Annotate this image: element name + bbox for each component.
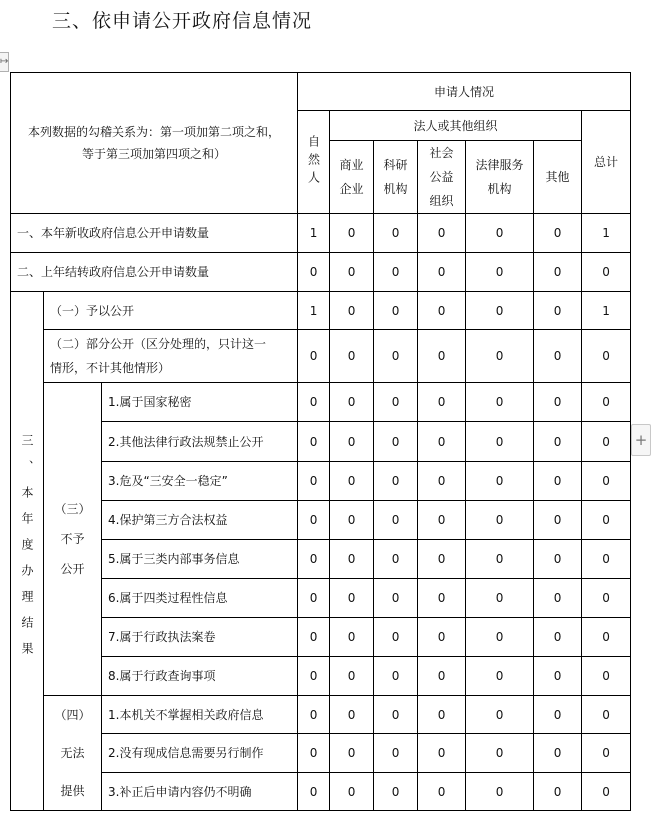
cell-value: 0 xyxy=(298,330,330,383)
cell-value: 0 xyxy=(374,462,418,501)
cell-value: 0 xyxy=(418,422,466,462)
cell-value: 0 xyxy=(534,734,582,773)
cell-value: 0 xyxy=(534,696,582,734)
group3-label: （三） 不予 公开 xyxy=(44,383,102,696)
cell-value: 0 xyxy=(298,253,330,292)
group4-label: （四） 无法 提供 xyxy=(44,696,102,811)
cell-value: 0 xyxy=(330,618,374,657)
add-column-icon[interactable]: + xyxy=(631,424,651,456)
cell-value: 0 xyxy=(534,540,582,579)
row-label: 1.本机关不掌握相关政府信息 xyxy=(102,696,298,734)
cell-value: 0 xyxy=(582,773,631,811)
row-label: 2.没有现成信息需要另行制作 xyxy=(102,734,298,773)
cell-value: 0 xyxy=(330,734,374,773)
cell-value: 0 xyxy=(466,696,534,734)
cell-value: 0 xyxy=(330,383,374,422)
cell-value: 0 xyxy=(298,462,330,501)
cell-value: 0 xyxy=(330,501,374,540)
cell-value: 0 xyxy=(534,462,582,501)
row-label: 8.属于行政查询事项 xyxy=(102,657,298,696)
cell-value: 0 xyxy=(466,253,534,292)
cell-value: 0 xyxy=(466,734,534,773)
header-other: 其他 xyxy=(534,141,582,214)
row-label: 6.属于四类过程性信息 xyxy=(102,579,298,618)
cell-value: 0 xyxy=(582,618,631,657)
cell-value: 0 xyxy=(374,214,418,253)
cell-value: 0 xyxy=(466,462,534,501)
cell-value: 0 xyxy=(374,540,418,579)
cell-value: 0 xyxy=(466,579,534,618)
row-label: （二）部分公开（区分处理的，只计这一 情形，不计其他情形） xyxy=(44,330,298,383)
cell-value: 1 xyxy=(298,292,330,330)
cell-value: 0 xyxy=(330,773,374,811)
table-row xyxy=(11,422,631,462)
cell-value: 0 xyxy=(374,579,418,618)
cell-value: 0 xyxy=(418,253,466,292)
cell-value: 0 xyxy=(582,462,631,501)
cell-value: 0 xyxy=(466,330,534,383)
cell-value: 0 xyxy=(534,618,582,657)
cell-value: 0 xyxy=(534,422,582,462)
row-label: 二、上年结转政府信息公开申请数量 xyxy=(11,253,298,292)
table-row xyxy=(11,618,631,657)
cell-value: 0 xyxy=(534,253,582,292)
cell-value: 0 xyxy=(298,773,330,811)
header-research: 科研机构 xyxy=(374,141,418,214)
cell-value: 0 xyxy=(330,214,374,253)
cell-value: 0 xyxy=(534,383,582,422)
cell-value: 0 xyxy=(534,773,582,811)
cell-value: 0 xyxy=(418,330,466,383)
row-label: 3.危及“三安全一稳定” xyxy=(102,462,298,501)
table-row xyxy=(11,253,631,292)
section-heading: 三、依申请公开政府信息情况 xyxy=(52,10,313,32)
disclosure-table xyxy=(10,72,631,811)
cell-value: 0 xyxy=(330,292,374,330)
table-row xyxy=(11,540,631,579)
header-total: 总计 xyxy=(582,111,631,214)
table-row xyxy=(11,579,631,618)
table-row xyxy=(11,696,631,734)
section3-label: 三、本年度办理结果 xyxy=(11,292,44,811)
table-row xyxy=(11,383,631,422)
cell-value: 0 xyxy=(298,501,330,540)
cell-value: 0 xyxy=(534,579,582,618)
collapse-left-icon[interactable]: ↦ xyxy=(0,52,9,72)
cell-value: 0 xyxy=(582,253,631,292)
cell-value: 0 xyxy=(418,383,466,422)
row-label: 1.属于国家秘密 xyxy=(102,383,298,422)
cell-value: 0 xyxy=(418,773,466,811)
cell-value: 0 xyxy=(298,422,330,462)
table-row xyxy=(11,214,631,253)
cell-value: 0 xyxy=(298,383,330,422)
row-label: 2.其他法律行政法规禁止公开 xyxy=(102,422,298,462)
table-row xyxy=(11,330,631,383)
cell-value: 0 xyxy=(298,696,330,734)
table-row xyxy=(11,462,631,501)
cell-value: 0 xyxy=(330,540,374,579)
cell-value: 0 xyxy=(466,501,534,540)
cell-value: 0 xyxy=(374,657,418,696)
table-row xyxy=(11,734,631,773)
header-business: 商业企业 xyxy=(330,141,374,214)
row-label: 7.属于行政执法案卷 xyxy=(102,618,298,657)
cell-value: 0 xyxy=(374,618,418,657)
cell-value: 0 xyxy=(466,773,534,811)
cell-value: 0 xyxy=(466,618,534,657)
cell-value: 0 xyxy=(582,696,631,734)
cell-value: 0 xyxy=(582,422,631,462)
cell-value: 0 xyxy=(374,330,418,383)
cell-value: 0 xyxy=(466,214,534,253)
cell-value: 0 xyxy=(374,734,418,773)
row-label: 5.属于三类内部事务信息 xyxy=(102,540,298,579)
table-row xyxy=(11,657,631,696)
header-legal-group: 法人或其他组织 xyxy=(330,111,582,141)
cell-value: 0 xyxy=(298,734,330,773)
cell-value: 0 xyxy=(582,540,631,579)
cell-value: 0 xyxy=(418,579,466,618)
cell-value: 0 xyxy=(374,422,418,462)
cell-value: 0 xyxy=(466,292,534,330)
cell-value: 1 xyxy=(582,214,631,253)
cell-value: 0 xyxy=(534,214,582,253)
header-legal-service: 法律服务机构 xyxy=(466,141,534,214)
cell-value: 0 xyxy=(418,501,466,540)
row-label: 3.补正后申请内容仍不明确 xyxy=(102,773,298,811)
cell-value: 0 xyxy=(534,330,582,383)
cell-value: 0 xyxy=(374,292,418,330)
header-nonprofit: 社会公益组织 xyxy=(418,141,466,214)
cell-value: 0 xyxy=(534,292,582,330)
cell-value: 0 xyxy=(418,618,466,657)
cell-value: 0 xyxy=(374,501,418,540)
cell-value: 0 xyxy=(374,253,418,292)
row-label: 一、本年新收政府信息公开申请数量 xyxy=(11,214,298,253)
table-row xyxy=(11,501,631,540)
cell-value: 0 xyxy=(418,292,466,330)
cell-value: 0 xyxy=(330,657,374,696)
header-natural-person: 自然人 xyxy=(298,111,330,214)
cell-value: 0 xyxy=(534,501,582,540)
cell-value: 0 xyxy=(374,383,418,422)
cell-value: 0 xyxy=(582,383,631,422)
cell-value: 0 xyxy=(582,330,631,383)
cell-value: 0 xyxy=(466,657,534,696)
cell-value: 0 xyxy=(418,214,466,253)
cell-value: 0 xyxy=(418,734,466,773)
cell-value: 0 xyxy=(298,657,330,696)
cell-value: 0 xyxy=(418,540,466,579)
cell-value: 0 xyxy=(418,657,466,696)
cell-value: 0 xyxy=(418,696,466,734)
table-row xyxy=(11,292,631,330)
header-applicant: 申请人情况 xyxy=(298,73,631,111)
cell-value: 0 xyxy=(298,618,330,657)
cell-value: 0 xyxy=(330,462,374,501)
row-label: 4.保护第三方合法权益 xyxy=(102,501,298,540)
cell-value: 0 xyxy=(582,501,631,540)
cell-value: 0 xyxy=(418,462,466,501)
row-label: （一）予以公开 xyxy=(44,292,298,330)
cell-value: 0 xyxy=(466,540,534,579)
cell-value: 0 xyxy=(330,422,374,462)
cell-value: 0 xyxy=(582,657,631,696)
cell-value: 0 xyxy=(582,734,631,773)
cell-value: 0 xyxy=(330,696,374,734)
cell-value: 0 xyxy=(298,540,330,579)
cell-value: 0 xyxy=(466,422,534,462)
cell-value: 1 xyxy=(582,292,631,330)
table-row xyxy=(11,773,631,811)
cell-value: 0 xyxy=(466,383,534,422)
cell-value: 0 xyxy=(374,773,418,811)
cell-value: 0 xyxy=(298,579,330,618)
cell-value: 0 xyxy=(374,696,418,734)
cell-value: 0 xyxy=(330,253,374,292)
cell-value: 0 xyxy=(534,657,582,696)
cell-value: 0 xyxy=(330,330,374,383)
cell-value: 0 xyxy=(330,579,374,618)
header-description: 本列数据的勾稽关系为：第一项加第二项之和， 等于第三项加第四项之和） xyxy=(11,73,298,214)
cell-value: 1 xyxy=(298,214,330,253)
cell-value: 0 xyxy=(582,579,631,618)
